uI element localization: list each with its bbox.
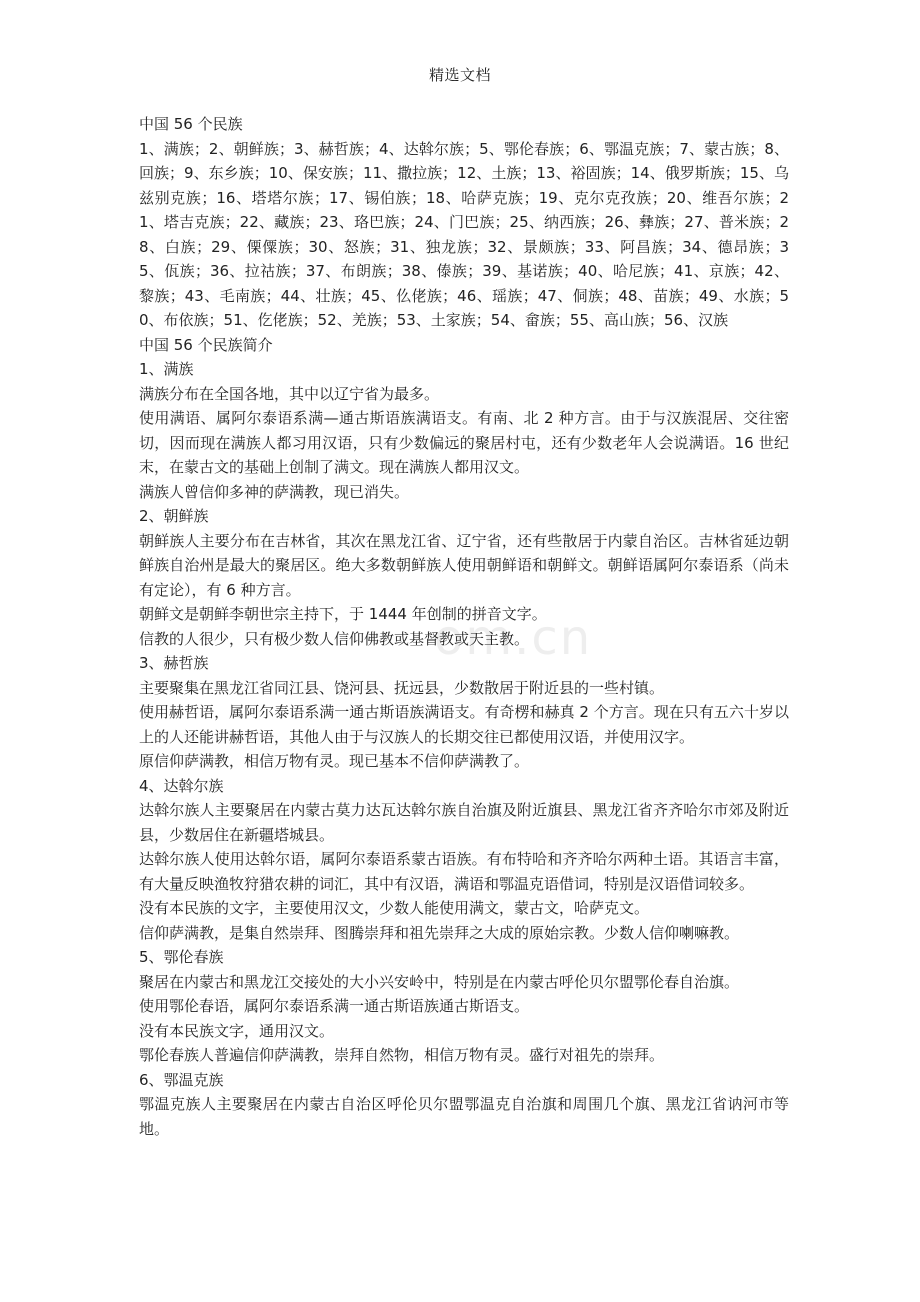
paragraph: 使用满语、属阿尔泰语系满—通古斯语族满语支。有南、北 2 种方言。由于与汉族混居、交往密切，因而现在满族人都习用汉语，只有少数偏远的聚居村屯，还有少数老年人会说满语。16 世纪末，在蒙古文的基础上创制了满文。现在满族人都用汉文。 (139, 409, 789, 476)
paragraph: 鄂伦春族人普遍信仰萨满教，崇拜自然物，相信万物有灵。盛行对祖先的崇拜。 (139, 1046, 665, 1064)
paragraph: 满族分布在全国各地，其中以辽宁省为最多。 (139, 384, 440, 403)
paragraph: 原信仰萨满教，相信万物有灵。现已基本不信仰萨满教了。 (139, 752, 530, 770)
list-title: 中国 56 个民族 (139, 115, 243, 133)
paragraph: 鄂温克族人主要聚居在内蒙古自治区呼伦贝尔盟鄂温克自治旗和周围几个旗、黑龙江省讷河市等地。 (139, 1095, 789, 1138)
paragraph: 没有本民族的文字，主要使用汉文，少数人能使用满文，蒙古文，哈萨克文。 (139, 899, 650, 917)
paragraph: 朝鲜文是朝鲜李朝世宗主持下，于 1444 年创制的拼音文字。 (139, 605, 547, 623)
paragraph: 聚居在内蒙古和黑龙江交接处的大小兴安岭中，特别是在内蒙古呼伦贝尔盟鄂伦春自治旗。 (139, 972, 740, 991)
watermark: om.cn (434, 610, 593, 666)
section-title-daur: 4、达斡尔族 (139, 776, 224, 795)
paragraph: 满族人曾信仰多神的萨满教，现已消失。 (139, 482, 410, 501)
section-title-evenki: 6、鄂温克族 (139, 1070, 224, 1089)
page-header: 精选文档 (428, 66, 491, 84)
section-title-oroqen: 5、鄂伦春族 (139, 948, 224, 966)
paragraph: 主要聚集在黑龙江省同江县、饶河县、抚远县，少数散居于附近县的一些村镇。 (139, 678, 665, 697)
paragraph: 信教的人很少，只有极少数人信仰佛教或基督教或天主教。 (139, 629, 530, 648)
paragraph: 信仰萨满教，是集自然崇拜、图腾崇拜和祖先崇拜之大成的原始宗教。少数人信仰喇嘛教。 (139, 923, 740, 942)
paragraph: 达斡尔族人使用达斡尔语，属阿尔泰语系蒙古语族。有布特哈和齐齐哈尔两种土语。其语言丰富，有大量反映渔牧狩猎农耕的词汇，其中有汉语，满语和鄂温克语借词，特别是汉语借词较多。 (139, 850, 789, 893)
ethnic-group-list: 1、满族；2、朝鲜族；3、赫哲族；4、达斡尔族；5、鄂伦春族；6、鄂温克族；7、蒙古族；8、回族；9、东乡族；10、保安族；11、撒拉族；12、土族；13、裕固族；14、俄罗斯族；15、乌兹别克族；16、塔塔尔族；17、锡伯族；18、哈萨克族；19、克尔克孜族；20、维吾尔族；21、塔吉克族；22、藏族；23、珞巴族；24、门巴族；25、纳西族；26、彝族；27、普米族；28、白族；29、傈僳族；30、怒族；31、独龙族；32、景颇族；33、阿昌族；34、德昂族；35、佤族；36、拉祜族；37、布朗族；38、傣族；39、基诺族；40、哈尼族；41、京族；42、黎族；43、毛南族；44、壮族；45、仫佬族；46、瑶族；47、侗族；48、苗族；49、水族；50、布依族；51、仡佬族；52、羌族；53、土家族；54、畲族；55、高山族；56、汉族 (139, 139, 789, 329)
paragraph: 达斡尔族人主要聚居在内蒙古莫力达瓦达斡尔族自治旗及附近旗县、黑龙江省齐齐哈尔市郊及附近县，少数居住在新疆塔城县。 (139, 801, 789, 844)
document-body (139, 112, 789, 1141)
paragraph: 朝鲜族人主要分布在吉林省，其次在黑龙江省、辽宁省，还有些散居于内蒙自治区。吉林省延边朝鲜族自治州是最大的聚居区。绝大多数朝鲜族人使用朝鲜语和朝鲜文。朝鲜语属阿尔泰语系（尚未有定论），有 6 种方言。 (139, 531, 789, 599)
section-title-korean: 2、朝鲜族 (139, 507, 209, 525)
intro-title: 中国 56 个民族简介 (139, 335, 273, 354)
paragraph: 使用鄂伦春语，属阿尔泰语系满一通古斯语族通古斯语支。 (139, 997, 530, 1015)
section-title-manchu: 1、满族 (139, 360, 194, 378)
paragraph: 使用赫哲语，属阿尔泰语系满一通古斯语族满语支。有奇楞和赫真 2 个方言。现在只有五六十岁以上的人还能讲赫哲语，其他人由于与汉族人的长期交往已都使用汉语，并使用汉字。 (139, 703, 789, 746)
paragraph: 没有本民族文字，通用汉文。 (139, 1021, 335, 1040)
section-title-hezhe: 3、赫哲族 (139, 654, 209, 672)
